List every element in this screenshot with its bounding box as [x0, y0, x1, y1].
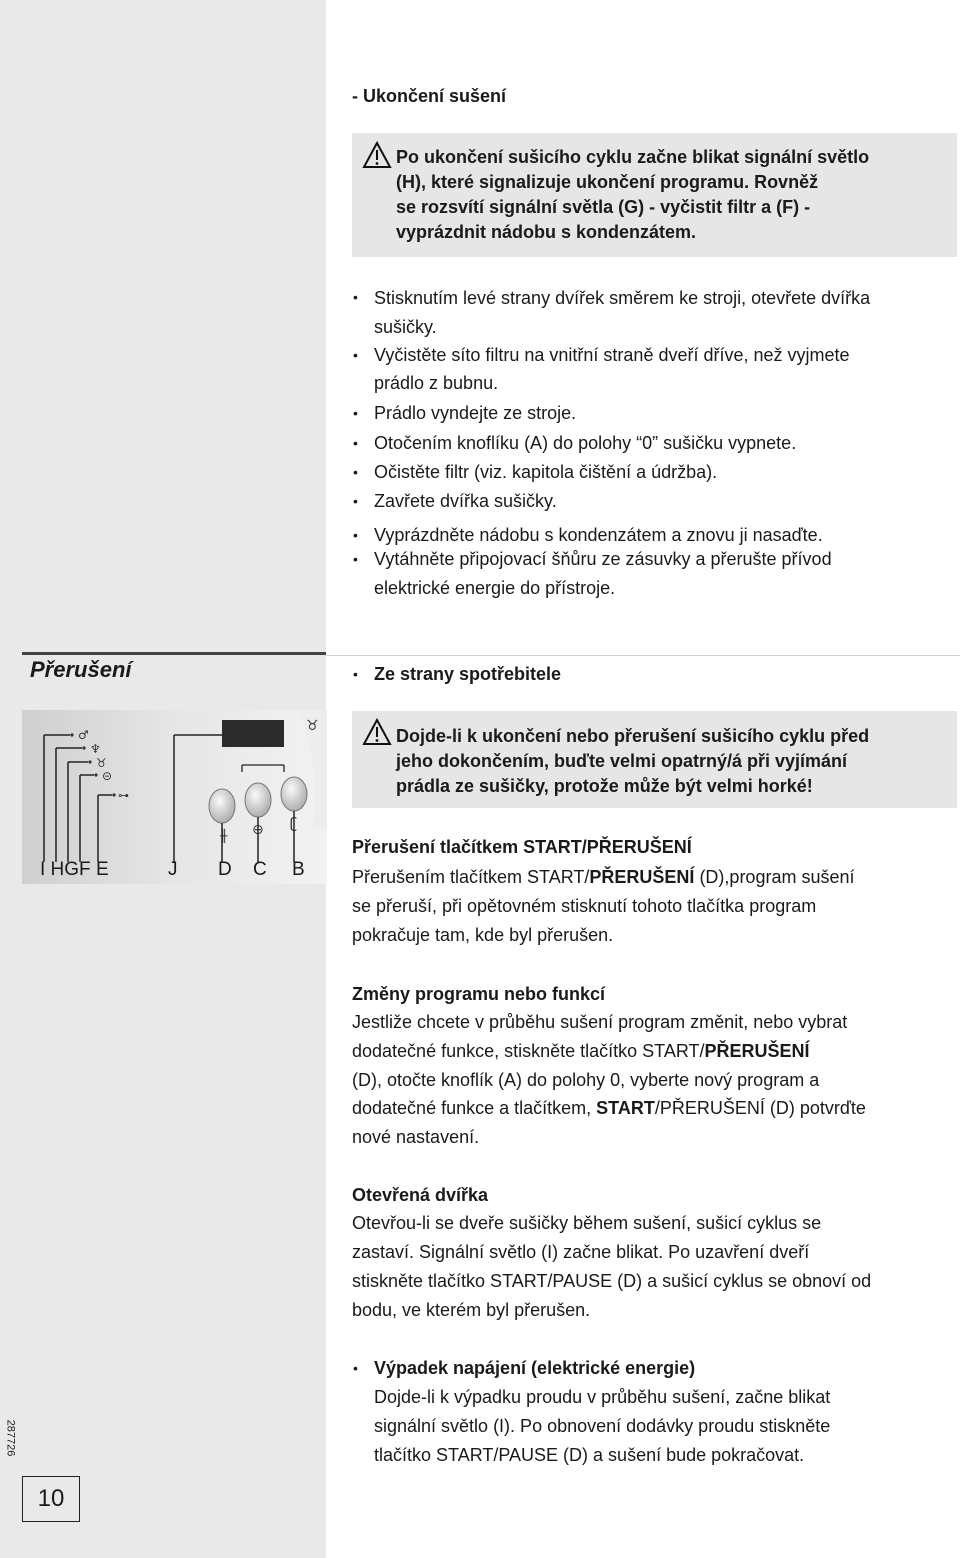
step-line: Vytáhněte připojovací šňůru ze zásuvky a přerušte přívod: [374, 549, 832, 569]
change-line: nové nastavení.: [352, 1127, 480, 1147]
text-run: dodatečné funkce a tlačítkem,: [352, 1098, 597, 1118]
svg-text:♉: ♉: [96, 756, 107, 770]
step-line: Očistěte filtr (viz. kapitola čištění a údržba).: [374, 462, 718, 482]
svg-text:⊝: ⊝: [102, 769, 113, 783]
consumer-heading: Ze strany spotřebitele: [374, 664, 562, 684]
svg-text:╫: ╫: [220, 829, 228, 843]
pause-title: Přerušení tlačítkem START/PŘERUŠENÍ: [352, 837, 692, 857]
door-line: bodu, ve kterém byl přerušen.: [352, 1300, 591, 1320]
warning-box-interrupt: [352, 711, 957, 808]
text-run: dodatečné funkce, stiskněte tlačítko START/: [352, 1041, 705, 1061]
change-line: (D), otočte knoflík (A) do polohy 0, vyberte nový program a: [352, 1070, 820, 1090]
power-line: Dojde-li k výpadku proudu v průběhu sušení, začne blikat: [374, 1387, 831, 1407]
panel-label-indicators: I HGF E: [40, 859, 109, 880]
page-number: 10: [22, 1476, 80, 1522]
warning-line: (H), které signalizuje ukončení programu. Rovněž: [396, 172, 819, 192]
bullet-dot: •: [353, 347, 358, 363]
power-line: signální světlo (I). Po obnovení dodávky proudu stiskněte: [374, 1416, 831, 1436]
bullet-dot: •: [353, 551, 358, 567]
bullet-dot: •: [353, 289, 358, 305]
bullet-dot: •: [353, 435, 358, 451]
change-title: Změny programu nebo funkcí: [352, 984, 606, 1004]
warning-line: jeho dokončením, buďte velmi opatrný/á při vyjímání: [396, 751, 848, 771]
warning-line: Dojde-li k ukončení nebo přerušení sušicího cyklu před: [396, 726, 870, 746]
panel-label-j: J: [168, 859, 178, 880]
control-panel-illustration: [22, 710, 327, 884]
door-title: Otevřená dvířka: [352, 1185, 489, 1205]
svg-text:⊕: ⊕: [252, 822, 264, 838]
warning-line: prádla ze sušičky, protože může být velmi horké!: [396, 776, 813, 796]
change-line: Jestliže chcete v průběhu sušení program změnit, nebo vybrat: [352, 1012, 848, 1032]
svg-text:ʗ: ʗ: [290, 816, 298, 832]
text-run-bold: PŘERUŠENÍ: [704, 1041, 810, 1061]
bullet-dot: •: [353, 666, 358, 682]
panel-label-b: B: [292, 859, 305, 880]
svg-text:♉: ♉: [306, 718, 319, 734]
bullet-dot: •: [353, 527, 358, 543]
step-line: Otočením knoflíku (A) do polohy “0” sušičku vypnete.: [374, 433, 797, 453]
change-line: [352, 1094, 866, 1123]
door-line: Otevřou-li se dveře sušičky během sušení, sušicí cyklus se: [352, 1213, 822, 1233]
bullet-dot: •: [353, 464, 358, 480]
text-run-bold: START: [596, 1098, 655, 1118]
svg-text:♂: ♂: [78, 728, 89, 742]
warning-triangle-icon: [362, 141, 392, 169]
step-line: Zavřete dvířka sušičky.: [374, 491, 557, 511]
heading-end-of-drying: - Ukončení sušení: [352, 86, 507, 106]
text-run: /PŘERUŠENÍ (D) potvrďte: [654, 1098, 866, 1118]
door-line: zastaví. Signální světlo (I) začne blikat. Po uzavření dveří: [352, 1242, 810, 1262]
step-line: Vyprázdněte nádobu s kondenzátem a znovu ji nasaďte.: [374, 525, 823, 545]
step-line: elektrické energie do přístroje.: [374, 578, 616, 598]
section-rule-right: [326, 655, 960, 656]
panel-label-c: C: [253, 859, 267, 880]
svg-text:⊶: ⊶: [118, 789, 129, 802]
warning-line: se rozsvítí signální světla (G) - vyčistit filtr a (F) -: [396, 197, 811, 217]
step-line: Vyčistěte síto filtru na vnitřní straně dveří dříve, než vyjmete: [374, 345, 850, 365]
step-line: Stisknutím levé strany dvířek směrem ke stroji, otevřete dvířka: [374, 288, 871, 308]
warning-line: vyprázdnit nádobu s kondenzátem.: [396, 222, 697, 242]
pause-line: [352, 863, 855, 892]
text-run: (D),program sušení: [694, 867, 855, 887]
change-line: [352, 1037, 810, 1066]
power-title: Výpadek napájení (elektrické energie): [374, 1358, 696, 1378]
text-run: Přerušením tlačítkem START/: [352, 867, 590, 887]
document-id: 287726: [4, 1419, 17, 1457]
text-run-bold: PŘERUŠENÍ: [589, 867, 695, 887]
section-rule: [22, 652, 326, 655]
step-line: Prádlo vyndejte ze stroje.: [374, 403, 577, 423]
bullet-dot: •: [353, 1360, 358, 1376]
door-line: stiskněte tlačítko START/PAUSE (D) a sušicí cyklus se obnoví od: [352, 1271, 872, 1291]
pause-line: pokračuje tam, kde byl přerušen.: [352, 925, 614, 945]
svg-text:♆: ♆: [90, 742, 101, 756]
bullet-dot: •: [353, 493, 358, 509]
pause-line: se přeruší, při opětovném stisknutí tohoto tlačítka program: [352, 896, 817, 916]
warning-line: Po ukončení sušicího cyklu začne blikat signální světlo: [396, 147, 870, 167]
warning-box-end: [352, 133, 957, 257]
power-line: tlačítko START/PAUSE (D) a sušení bude pokračovat.: [374, 1445, 805, 1465]
warning-triangle-icon: [362, 718, 392, 746]
panel-label-d: D: [218, 859, 232, 880]
step-line: sušičky.: [374, 317, 437, 337]
step-line: prádlo z bubnu.: [374, 373, 499, 393]
bullet-dot: •: [353, 405, 358, 421]
section-title: Přerušení: [30, 657, 132, 682]
